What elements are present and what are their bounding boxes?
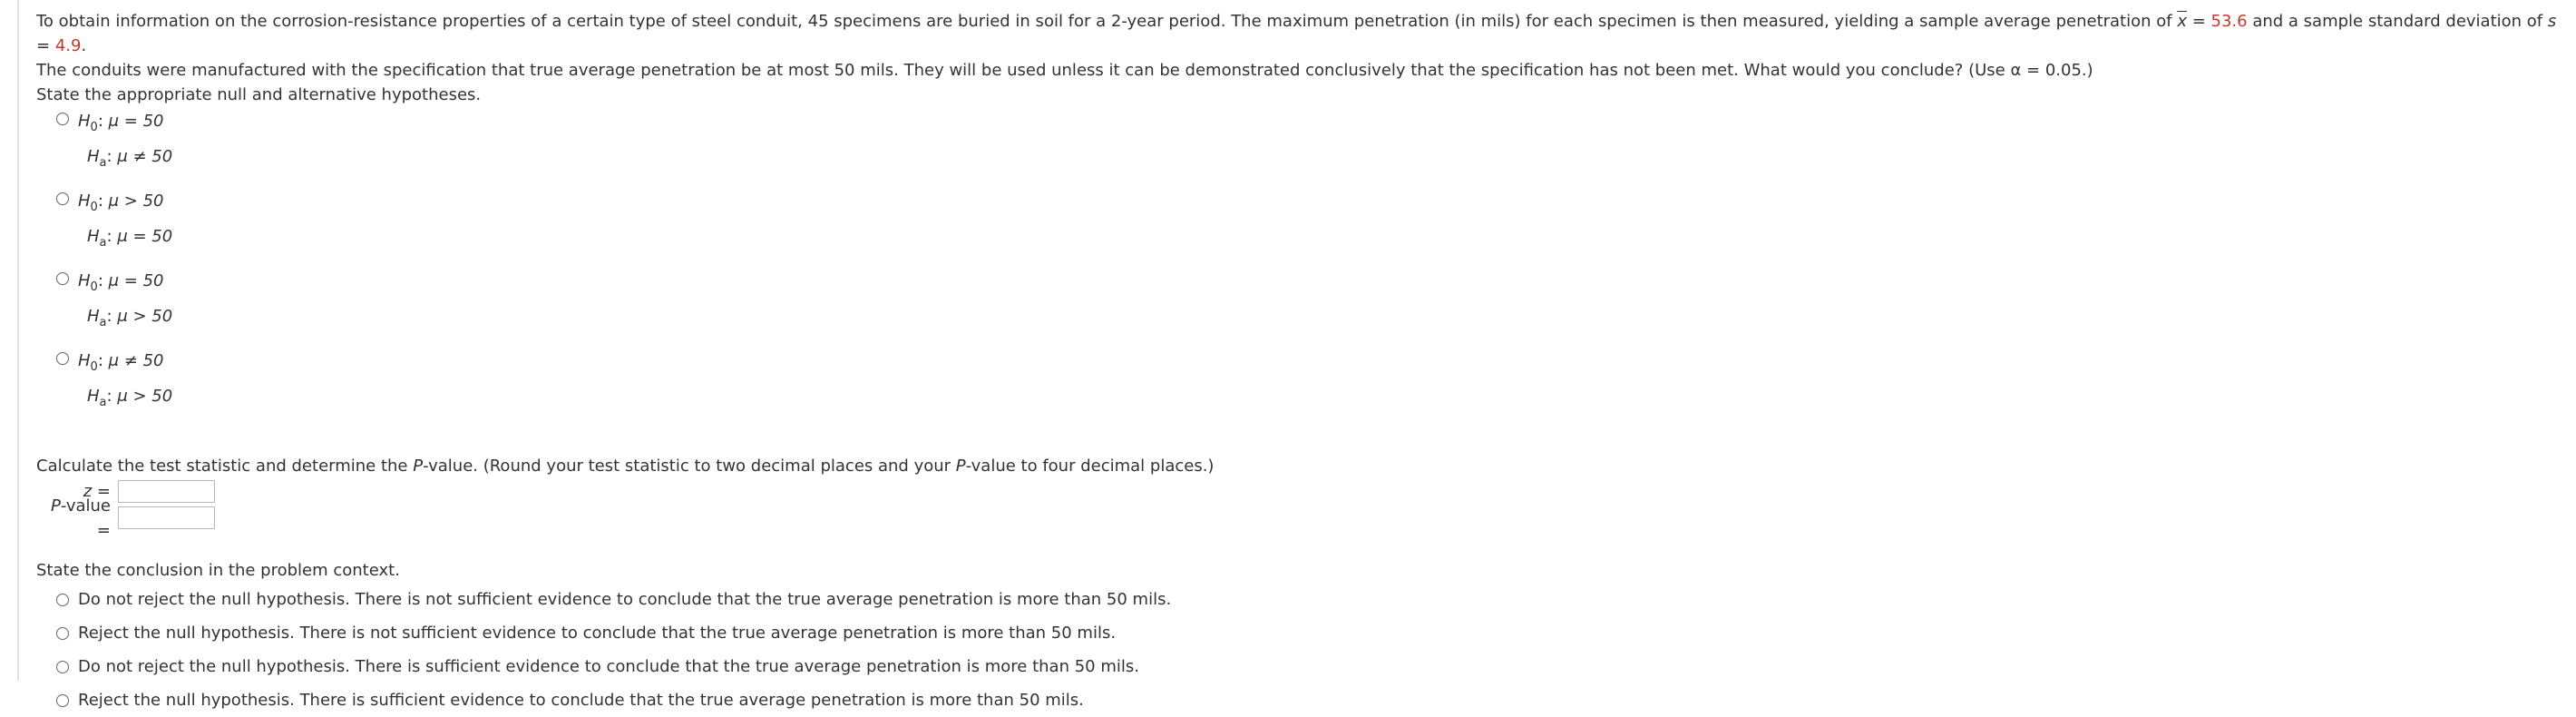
- p-symbol: P: [413, 457, 424, 476]
- h-subscript: a: [99, 316, 107, 329]
- h-symbol: H: [87, 387, 100, 406]
- p-value-row: [36, 496, 2558, 540]
- radio-button[interactable]: [56, 694, 69, 707]
- s-equals: =: [36, 36, 55, 55]
- p-symbol: P: [50, 496, 61, 516]
- p-value-label: [36, 494, 118, 543]
- xbar-equals: =: [2187, 12, 2211, 31]
- calc-text-c: -value to four decimal places.): [965, 457, 1215, 476]
- h-symbol: H: [78, 192, 91, 211]
- xbar-value: 53.6: [2210, 12, 2248, 31]
- ha-value: μ > 50: [117, 387, 173, 406]
- conclusion-option-1[interactable]: [56, 583, 2558, 616]
- h-symbol: H: [87, 227, 100, 246]
- z-row: [36, 478, 2558, 505]
- h-subscript: a: [99, 396, 107, 409]
- ha-line: $H_a$: μ = 50: [87, 227, 173, 250]
- ha-value: μ ≠ 50: [117, 147, 173, 166]
- s-symbol: s: [2547, 12, 2557, 31]
- ha-value: μ > 50: [117, 307, 173, 326]
- problem-text-part1: To obtain information on the corrosion-resistance properties of a certain type of steel conduit, 45 specimens are buried in soil for a 2-year period. The maximum penetration (in mils) for each specimen is then measured, yielding a sample average penetration of: [36, 12, 2178, 31]
- h0-line: $H_0$: μ = 50: [78, 271, 164, 294]
- conclusion-label: Reject the null hypothesis. There is not sufficient evidence to conclude that the true average penetration is more than 50 mils.: [78, 624, 1117, 643]
- hypotheses-prompt: State the appropriate null and alternative hypotheses.: [36, 85, 482, 104]
- radio-button[interactable]: [56, 352, 69, 365]
- h-subscript: 0: [90, 201, 98, 214]
- problem-text-part2: and a sample standard deviation of: [2247, 12, 2548, 31]
- conclusion-option-2[interactable]: [56, 616, 2558, 650]
- h0-value: μ = 50: [108, 271, 164, 290]
- equals-sign: =: [96, 482, 111, 501]
- left-divider: [17, 0, 19, 681]
- p-value-input[interactable]: [118, 506, 215, 529]
- ha-line: $H_a$: μ > 50: [87, 387, 173, 409]
- hypotheses-options: [36, 107, 2558, 417]
- p-value-text: -value: [60, 496, 111, 516]
- h0-value: μ > 50: [108, 192, 164, 211]
- radio-button[interactable]: [56, 272, 69, 285]
- conclusion-options: [36, 583, 2558, 717]
- h-subscript: a: [99, 236, 107, 250]
- calc-text-a: Calculate the test statistic and determine the: [36, 457, 414, 476]
- conclusion-label: Do not reject the null hypothesis. There is sufficient evidence to conclude that the true average penetration is more than 50 mils.: [78, 657, 1139, 676]
- h0-value: μ = 50: [108, 112, 164, 131]
- hypothesis-option-4[interactable]: [56, 347, 2558, 417]
- radio-button[interactable]: [56, 192, 69, 205]
- conclusion-label: Do not reject the null hypothesis. There is not sufficient evidence to conclude that the true average penetration is more than 50 mils.: [78, 590, 1172, 609]
- s-value: 4.9: [54, 36, 82, 55]
- h-subscript: 0: [90, 360, 98, 374]
- radio-button[interactable]: [56, 113, 69, 125]
- p-symbol: P: [955, 457, 966, 476]
- h0-line: $H_0$: μ > 50: [78, 192, 164, 214]
- conclusion-prompt: State the conclusion in the problem context.: [36, 561, 400, 580]
- h-symbol: H: [78, 112, 91, 131]
- conclusion-option-3[interactable]: [56, 650, 2558, 683]
- hypothesis-option-3[interactable]: [56, 267, 2558, 338]
- problem-text-line2: The conduits were manufactured with the specification that true average penetration be at most 50 mils. They will be used unless it can be demonstrated conclusively that the specification has not been met. What would you conclude? (Use α = 0.05.): [36, 61, 2093, 80]
- h-symbol: H: [87, 147, 100, 166]
- conclusion-option-4[interactable]: [56, 683, 2558, 717]
- ha-line: $H_a$: μ ≠ 50: [87, 147, 173, 170]
- ha-line: $H_a$: μ > 50: [87, 307, 173, 329]
- h-subscript: 0: [90, 121, 98, 134]
- h-subscript: 0: [90, 280, 98, 294]
- h0-line: $H_0$: μ = 50: [78, 112, 164, 134]
- h-symbol: H: [87, 307, 100, 326]
- calculation-prompt: [36, 454, 2558, 478]
- xbar-symbol: $\overline{x}$: [2177, 12, 2187, 31]
- question-content: [36, 9, 2558, 717]
- h0-line: $H_0$: μ ≠ 50: [78, 351, 164, 374]
- hypothesis-option-2[interactable]: [56, 187, 2558, 258]
- z-symbol: z: [83, 482, 93, 501]
- conclusion-label: Reject the null hypothesis. There is sufficient evidence to conclude that the true average penetration is more than 50 mils.: [78, 691, 1084, 710]
- calc-text-b: -value. (Round your test statistic to two decimal places and your: [423, 457, 956, 476]
- radio-button[interactable]: [56, 627, 69, 640]
- h-subscript: a: [99, 156, 107, 170]
- hypothesis-option-1[interactable]: [56, 107, 2558, 178]
- h-symbol: H: [78, 271, 91, 290]
- ha-value: μ = 50: [117, 227, 173, 246]
- problem-statement: [36, 9, 2558, 83]
- radio-button[interactable]: [56, 594, 69, 606]
- equals-sign: =: [96, 520, 111, 540]
- problem-text-part3: .: [81, 36, 87, 55]
- h-symbol: H: [78, 351, 91, 370]
- h0-value: μ ≠ 50: [108, 351, 164, 370]
- radio-button[interactable]: [56, 661, 69, 673]
- z-statistic-input[interactable]: [118, 480, 215, 503]
